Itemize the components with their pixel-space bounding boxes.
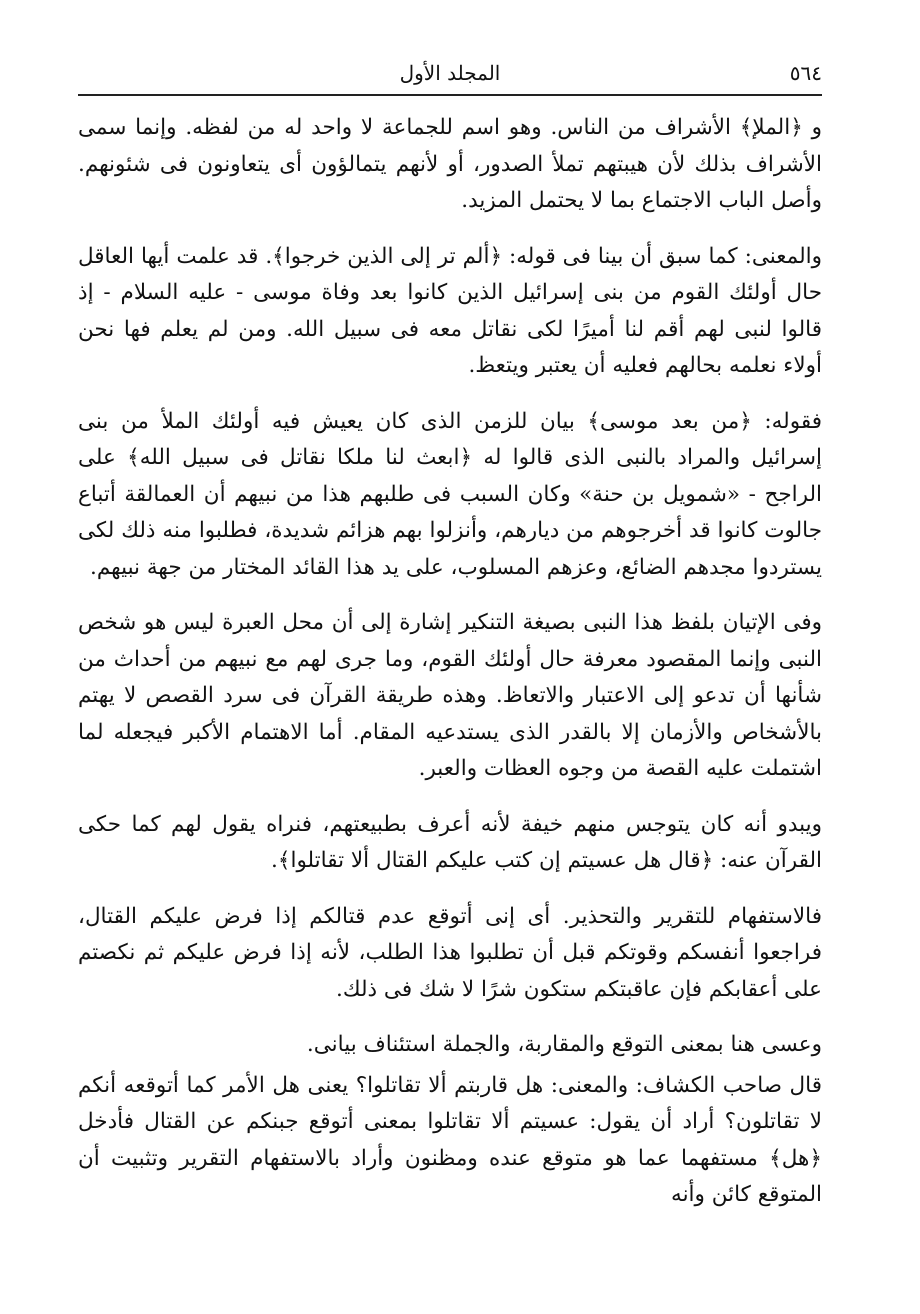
paragraph: فقوله: ﴿من بعد موسى﴾ بيان للزمن الذى كان يعيش فيه أولئك الملأ من بنى إسرائيل والمراد بالنبى الذى قالوا له ﴿ابعث لنا ملكا نقاتل فى سبيل الله﴾ على الراجح - «شمويل بن حنة» وكان السبب فى طلبهم هذا من نبيهم أن العمالقة أتباع جالوت كانوا قد أخرجوهم من ديارهم، وأنزلوا بهم هزائم شديدة، فطلبوا منه ذلك لكى يستردوا مجدهم الضائع، وعزهم المسلوب، على يد هذا القائد المختار من جهة نبيهم. [78,408,822,580]
paragraph: قال صاحب الكشاف: والمعنى: هل قاربتم ألا تقاتلوا؟ يعنى هل الأمر كما أتوقعه أنكم لا تقاتلون؟ أراد أن يقول: عسيتم ألا تقاتلوا بمعنى أتوقع جبنكم عن القتال فأدخل ﴿هل﴾ مستفهما عما هو متوقع عنده ومظنون وأراد بالاستفهام التقرير وتثبيت أن المتوقع كائن وأنه [78,1072,822,1207]
page-header [78,58,822,88]
running-title: المجلد الأول [399,61,501,85]
paragraph: فالاستفهام للتقرير والتحذير. أى إنى أتوقع عدم قتالكم إذا فرض عليكم القتال، فراجعوا أنفسكم وقوتكم قبل أن تطلبوا هذا الطلب، لأنه إذا فرض عليكم ثم نكصتم على أعقابكم فإن عاقبتكم ستكون شرًا لا شك فى ذلك. [78,903,822,1002]
paragraph: وفى الإتيان بلفظ هذا النبى بصيغة التنكير إشارة إلى أن محل العبرة ليس هو شخص النبى وإنما المقصود معرفة حال أولئك القوم، وما جرى لهم مع نبيهم من أحداث من شأنها أن تدعو إلى الاعتبار والاتعاظ. وهذه طريقة القرآن فى سرد القصص لا يهتم بالأشخاص والأزمان إلا بالقدر الذى يستدعيه المقام. أما الاهتمام الأكبر فيجعله لما اشتملت عليه القصة من وجوه العظات والعبر. [78,610,822,781]
paragraph: والمعنى: كما سبق أن بينا فى قوله: ﴿ألم تر إلى الذين خرجوا﴾. قد علمت أيها العاقل حال أولئك القوم من بنى إسرائيل الذين كانوا بعد وفاة موسى - عليه السلام - إذ قالوا لنبى لهم أقم لنا أميرًا لكى نقاتل معه فى سبيل الله. ومن لم يعلم فها نحن أولاء نعلمه بحالهم فعليه أن يعتبر ويتعظ. [78,243,822,378]
header-rule [78,94,822,96]
body-text [78,110,822,1233]
paragraph: ويبدو أنه كان يتوجس منهم خيفة لأنه أعرف بطبيعتهم، فنراه يقول لهم كما حكى القرآن عنه: ﴿قال هل عسيتم إن كتب عليكم القتال ألا تقاتلوا﴾. [78,811,822,873]
page-number: ٥٦٤ [789,61,822,85]
paragraph: و ﴿الملإ﴾ الأشراف من الناس. وهو اسم للجماعة لا واحد له من لفظه. وإنما سمى الأشراف بذلك لأن هيبتهم تملأ الصدور، أو لأنهم يتمالؤون أى يتعاونون فى شئونهم. وأصل الباب الاجتماع بما لا يحتمل المزيد. [78,115,822,213]
paragraph: وعسى هنا بمعنى التوقع والمقاربة، والجملة استئناف بيانى. [306,1032,822,1057]
